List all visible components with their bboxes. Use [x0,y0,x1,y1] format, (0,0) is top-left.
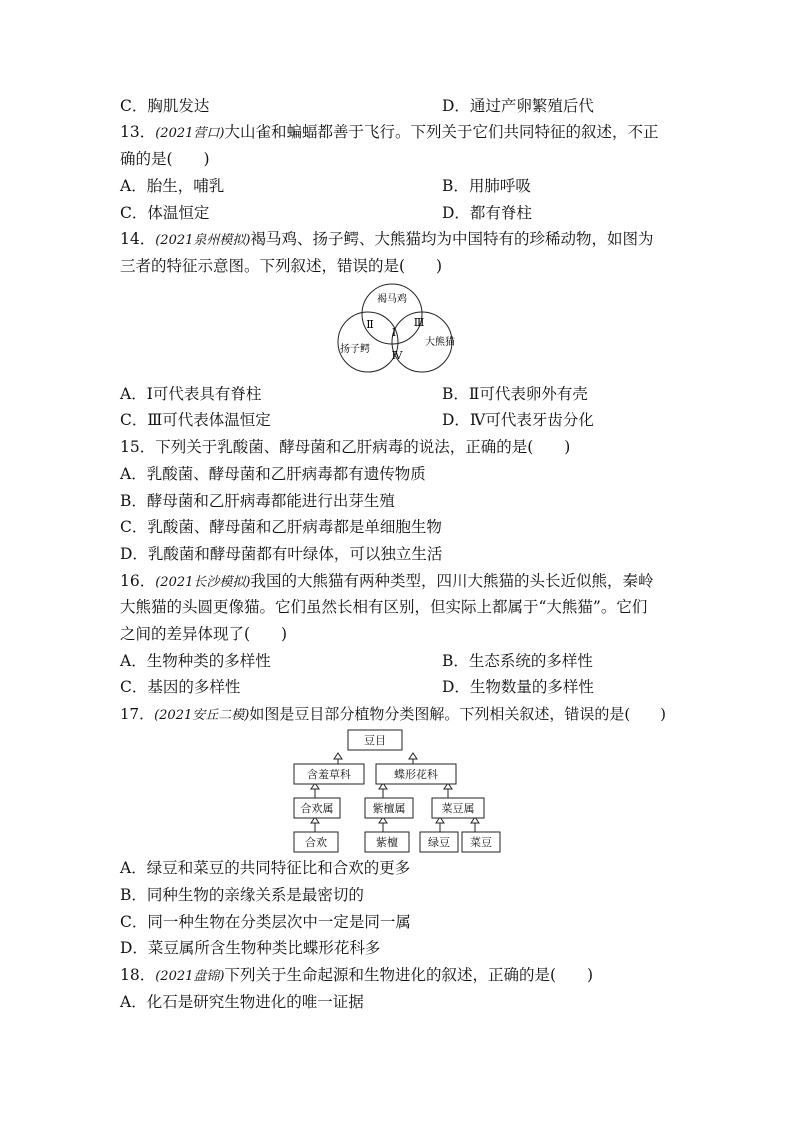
q16-stem-line2: 大熊猫的头圆更像猫。它们虽然长相有区别，但实际上都属于“大熊猫”。它们 [120,598,648,616]
tree-species-3-label: 绿豆 [428,836,450,849]
q16-stem: 我国的大熊猫有两种类型，四川大熊猫的头长近似熊，秦岭 [250,572,654,590]
venn-label-left: 扬子鳄 [340,344,370,355]
q13-option-a: A．胎生，哺乳 [120,177,225,195]
q18-number: 18． [120,966,156,984]
q13-stem-line2: 确的是( ) [120,150,210,168]
q15-option-d: D．乳酸菌和酵母菌都有叶绿体，可以独立生活 [120,545,443,563]
venn-region-3: Ⅲ [413,316,425,329]
venn-label-right: 大熊猫 [425,337,455,348]
q18-source: (2021盘锦) [155,969,225,984]
q13-stem: 大山雀和蝙蝠都善于飞行。下列关于它们共同特征的叙述，不正 [224,123,659,141]
venn-diagram [330,280,465,380]
q18-stem-line [120,965,593,987]
venn-label-top: 褐马鸡 [377,294,407,305]
q14-number: 14． [120,230,156,248]
q17-option-d: D．菜豆属所含生物种类比蝶形花科多 [120,939,381,957]
q16-stem-line1 [120,571,653,593]
q16-option-c: C．基因的多样性 [120,678,241,696]
q14-option-b: B．Ⅱ可代表卵外有壳 [442,385,588,403]
venn-region-1: Ⅰ [391,326,397,339]
q14-source: (2021泉州模拟) [155,233,251,248]
q14-option-a: A．Ⅰ可代表具有脊柱 [120,385,262,403]
venn-region-2: Ⅱ [366,318,374,331]
tree-species-2-label: 紫檀 [376,836,398,849]
q13-option-b: B．用肺呼吸 [442,177,531,195]
q15-option-b: B．酵母菌和乙肝病毒都能进行出芽生殖 [120,492,395,510]
q14-option-d: D．Ⅳ可代表牙齿分化 [442,411,594,429]
q18-stem: 下列关于生命起源和生物进化的叙述，正确的是( ) [224,966,594,984]
q18-option-a: A．化石是研究生物进化的唯一证据 [120,993,364,1011]
q12-option-c: C．胸肌发达 [120,97,210,115]
q17-option-b: B．同种生物的亲缘关系是最密切的 [120,886,364,904]
q14-stem: 褐马鸡、扬子鳄、大熊猫均为中国特有的珍稀动物，如图为 [250,230,654,248]
tree-genus-3-label: 菜豆属 [441,802,475,815]
venn-region-4: Ⅳ [391,349,403,362]
q16-stem-line3: 之间的差异体现了( ) [120,625,288,643]
q16-option-a: A．生物种类的多样性 [120,652,271,670]
q17-stem-line [120,704,666,726]
q14-option-c: C．Ⅲ可代表体温恒定 [120,411,271,429]
q17-source: (2021安丘二模) [154,708,250,723]
q13-source: (2021营口) [155,126,225,141]
q16-option-d: D．生物数量的多样性 [442,678,594,696]
q13-stem-line1 [120,122,658,144]
q17-option-a: A．绿豆和菜豆的共同特征比和合欢的更多 [120,859,411,877]
q12-option-d: D．通过产卵繁殖后代 [442,97,594,115]
classification-tree [290,728,505,856]
q16-number: 16． [120,572,156,590]
q17-number: 17． [120,705,155,723]
tree-family-2-label: 蝶形花科 [394,768,438,781]
q13-number: 13． [120,123,156,141]
q13-option-c: C．体温恒定 [120,204,210,222]
q15-stem: 15．下列关于乳酸菌、酵母菌和乙肝病毒的说法，正确的是( ) [120,438,571,456]
tree-genus-2-label: 紫檀属 [372,802,406,815]
q16-option-b: B．生态系统的多样性 [442,652,593,670]
q14-stem-line2: 三者的特征示意图。下列叙述，错误的是( ) [120,257,443,275]
q15-option-a: A．乳酸菌、酵母菌和乙肝病毒都有遗传物质 [120,465,426,483]
tree-genus-1-label: 合欢属 [300,802,334,815]
q14-stem-line1 [120,229,653,251]
q17-option-c: C．同一种生物在分类层次中一定是同一属 [120,913,411,931]
tree-order-label: 豆目 [364,734,386,747]
tree-species-1-label: 合欢 [305,836,327,849]
q13-option-d: D．都有脊柱 [442,204,532,222]
q17-stem: 如图是豆目部分植物分类图解。下列相关叙述，错误的是( ) [249,705,667,723]
q16-source: (2021长沙模拟) [155,575,251,590]
q15-option-c: C．乳酸菌、酵母菌和乙肝病毒都是单细胞生物 [120,518,442,536]
tree-family-1-label: 含羞草科 [307,768,351,781]
tree-species-4-label: 菜豆 [470,836,492,849]
